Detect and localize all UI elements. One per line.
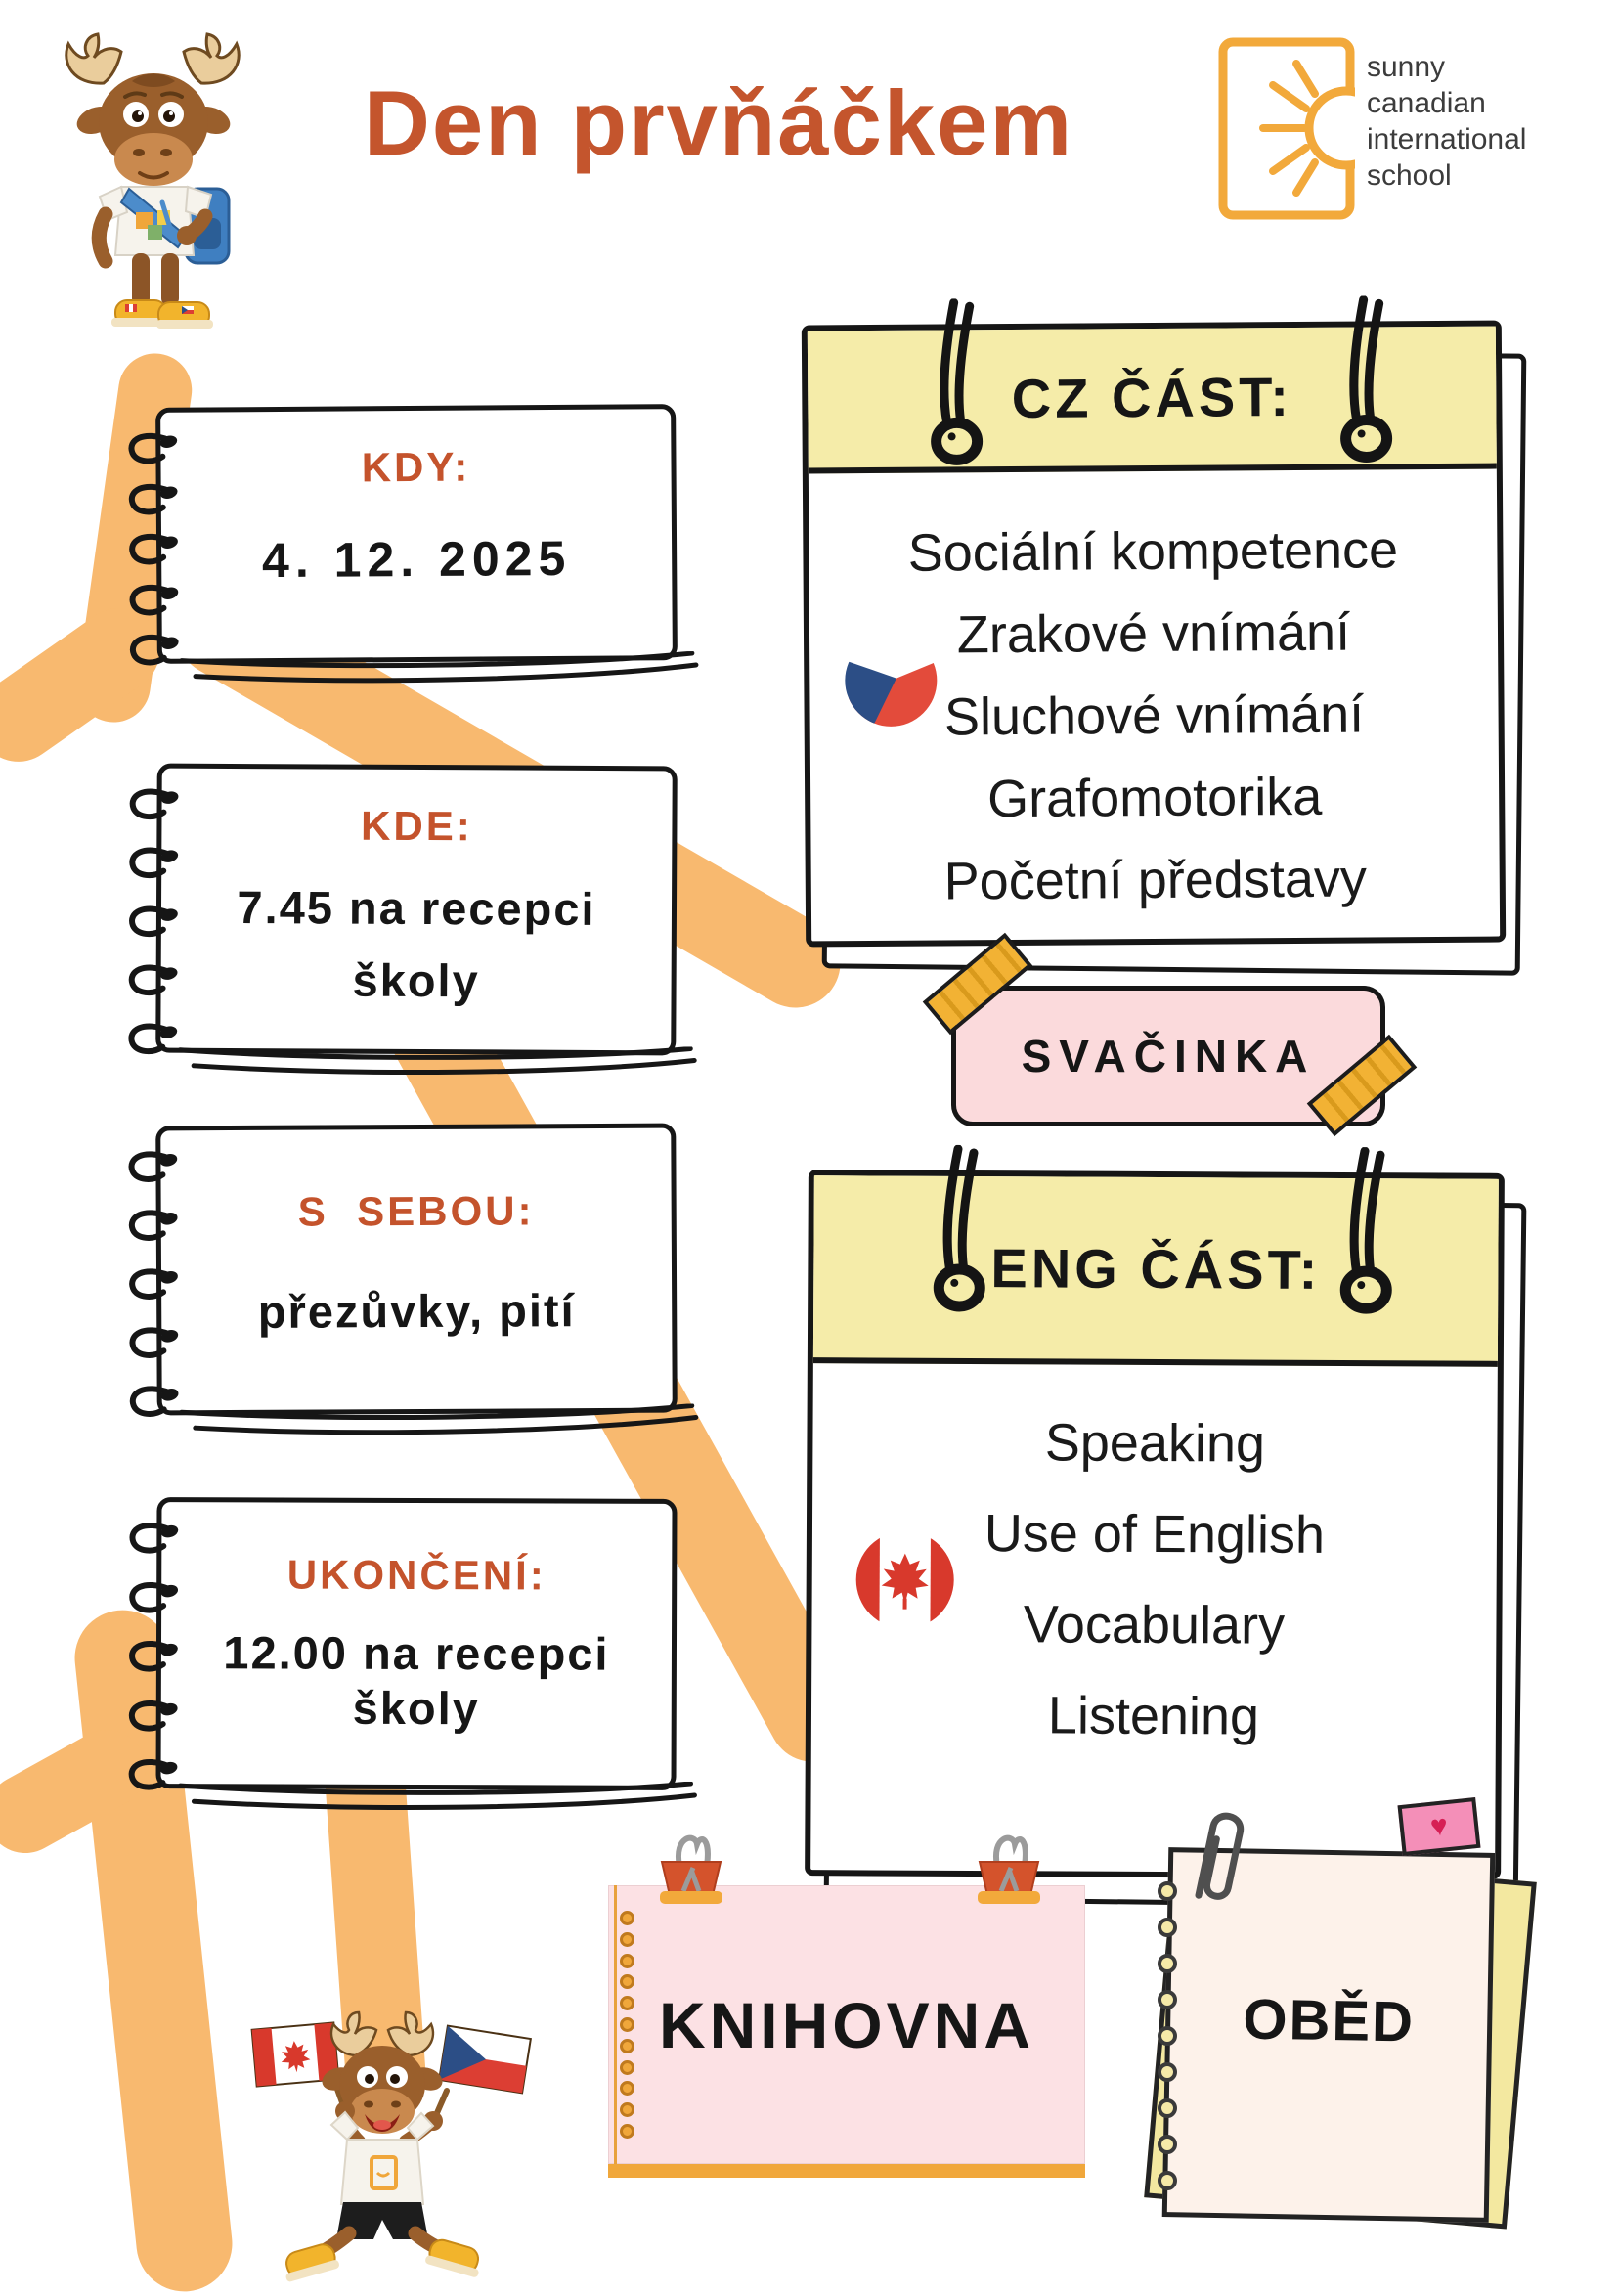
card-line: školy xyxy=(352,1681,480,1735)
spiral-ring-icon xyxy=(126,1326,179,1359)
binder-clip-icon xyxy=(650,1831,732,1917)
spiral-ring-icon xyxy=(126,1699,179,1732)
spiral-ring-icon xyxy=(126,787,179,820)
card-title: KDY: xyxy=(361,443,471,491)
logo-line: canadian xyxy=(1367,87,1486,119)
info-card-kdy xyxy=(155,404,678,664)
binder-clip-icon xyxy=(968,1831,1050,1917)
cz-section-title: CZ ČÁST: xyxy=(1011,365,1293,429)
moose-mascot-flags-icon xyxy=(200,1995,552,2288)
snack-label: SVAČINKA xyxy=(1021,1031,1316,1082)
spiral-ring-icon xyxy=(126,583,179,616)
eng-item: Vocabulary xyxy=(1023,1595,1286,1656)
moose-mascot-icon xyxy=(39,24,264,337)
info-card-kde xyxy=(155,764,678,1056)
spiral-ring-icon xyxy=(125,432,178,465)
card-line: přezůvky, pití xyxy=(257,1284,576,1338)
spiral-ring-icon xyxy=(126,1580,179,1613)
spiral-rings xyxy=(125,1150,179,1418)
moose-mascot-jumping xyxy=(200,1995,552,2288)
hanger-ring-icon xyxy=(925,298,988,470)
cz-section-pad xyxy=(802,321,1506,948)
logo-line: sunny xyxy=(1367,51,1446,83)
page-curl xyxy=(154,1044,698,1082)
spiral-hole-icon xyxy=(620,1911,634,1925)
spiral-hole-icon xyxy=(620,2124,634,2139)
spiral-rings xyxy=(125,1522,179,1791)
hanger-ring-icon xyxy=(1334,1147,1398,1319)
spiral-ring-icon xyxy=(126,905,179,938)
spiral-hole-icon xyxy=(620,2060,634,2075)
spiral-holes xyxy=(1158,1881,1177,2190)
heart-icon: ♥ xyxy=(1428,1809,1450,1843)
info-card-ukonceni xyxy=(155,1497,677,1790)
czech-flag-icon xyxy=(842,632,940,730)
cz-item: Početní představy xyxy=(943,849,1368,911)
logo-line: school xyxy=(1367,159,1452,192)
info-card-s-sebou xyxy=(155,1124,678,1416)
cz-item: Sluchové vnímání xyxy=(943,684,1365,747)
spiral-ring-icon xyxy=(126,846,179,879)
spiral-hole-icon xyxy=(620,2039,634,2053)
spiral-ring-icon xyxy=(126,482,179,515)
card-line: 7.45 na recepci xyxy=(237,881,596,935)
spiral-hole-icon xyxy=(1158,1918,1177,1937)
library-label: KNIHOVNA xyxy=(658,1988,1034,2061)
spiral-ring-icon xyxy=(126,963,179,996)
spiral-hole-icon xyxy=(1158,2062,1177,2082)
card-title: S SEBOU: xyxy=(297,1187,535,1235)
hanger-ring-icon xyxy=(1334,295,1398,467)
spiral-hole-icon xyxy=(1158,1990,1177,2009)
cz-item: Zrakové vnímání xyxy=(956,602,1351,665)
page-curl xyxy=(156,1403,700,1441)
hanger-ring-icon xyxy=(928,1145,991,1317)
lunch-label: OBĚD xyxy=(1242,1986,1416,2054)
spiral-hole-icon xyxy=(620,1954,634,1968)
school-logo xyxy=(1218,37,1355,220)
page-title: Den prvňáčkem xyxy=(363,71,1074,174)
spiral-hole-icon xyxy=(1158,2135,1177,2154)
page-curl xyxy=(154,1780,698,1817)
spiral-hole-icon xyxy=(620,1932,634,1947)
spiral-holes xyxy=(620,1911,634,2139)
eng-item: Speaking xyxy=(1044,1413,1266,1474)
card-title: KDE: xyxy=(360,802,473,850)
eng-section-title: ENG ČÁST: xyxy=(990,1236,1322,1301)
spiral-ring-icon xyxy=(126,1267,179,1301)
spiral-ring-icon xyxy=(126,1209,179,1242)
spiral-hole-icon xyxy=(1158,2026,1177,2046)
sun-logo-icon xyxy=(1218,37,1355,220)
eng-item: Use of English xyxy=(984,1504,1326,1565)
spiral-hole-icon xyxy=(620,2017,634,2032)
school-logo-text xyxy=(1367,49,1526,194)
eng-item: Listening xyxy=(1047,1686,1260,1746)
card-line: 4. 12. 2025 xyxy=(261,530,572,589)
spiral-ring-icon xyxy=(126,1640,179,1673)
spiral-rings xyxy=(125,787,179,1055)
lunch-note xyxy=(1124,1799,1545,2234)
spiral-hole-icon xyxy=(620,1974,634,1989)
card-line: školy xyxy=(352,953,480,1007)
spiral-hole-icon xyxy=(1158,2098,1177,2118)
logo-line: international xyxy=(1367,123,1527,155)
page-curl xyxy=(156,651,700,690)
spiral-hole-icon xyxy=(620,1996,634,2010)
note-spine xyxy=(614,1885,617,2164)
spiral-ring-icon xyxy=(126,1522,179,1555)
spiral-hole-icon xyxy=(1158,2171,1177,2190)
library-note xyxy=(608,1885,1085,2178)
spiral-rings xyxy=(125,432,180,667)
cz-item: Sociální kompetence xyxy=(907,520,1399,583)
eng-section-pad xyxy=(805,1170,1505,1879)
spiral-ring-icon xyxy=(125,1150,178,1183)
moose-mascot-standing xyxy=(39,24,264,337)
spiral-hole-icon xyxy=(1158,1954,1177,1973)
canada-flag-icon xyxy=(853,1527,957,1632)
spiral-hole-icon xyxy=(1158,1881,1177,1901)
heart-tab-icon xyxy=(1398,1797,1481,1856)
spiral-hole-icon xyxy=(620,2081,634,2096)
spiral-ring-icon xyxy=(126,533,179,566)
spiral-hole-icon xyxy=(620,2102,634,2117)
cz-item: Grafomotorika xyxy=(986,767,1323,829)
card-line: 12.00 na recepci xyxy=(223,1626,610,1680)
card-title: UKONČENÍ: xyxy=(286,1551,547,1599)
